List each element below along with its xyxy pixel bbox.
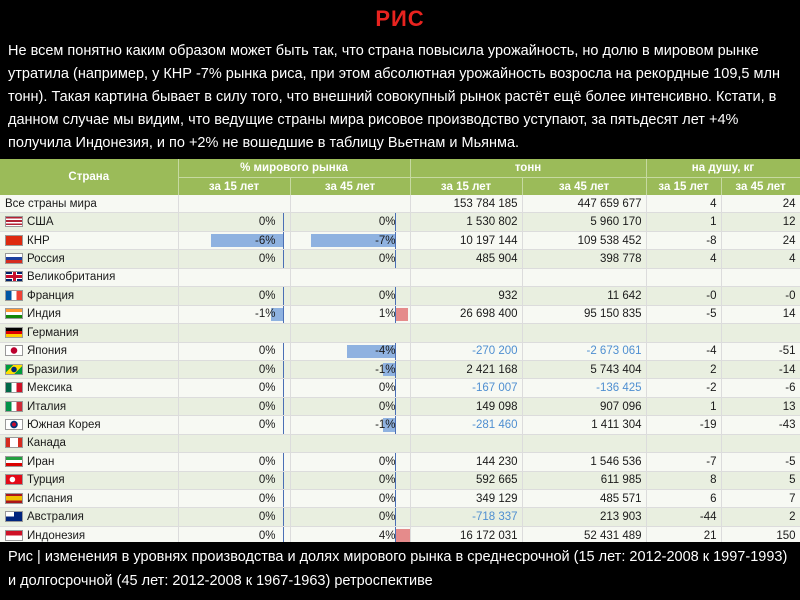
- country-cell: [0, 250, 178, 268]
- usa-flag-icon: [5, 216, 23, 227]
- share-value: 0%: [378, 492, 396, 505]
- percap-15-cell: 2: [646, 360, 721, 378]
- table-row: [0, 526, 800, 542]
- percap-45-cell: 24: [721, 195, 800, 213]
- japan-flag-icon: [5, 345, 23, 356]
- percap-15-cell: [646, 324, 721, 342]
- tons-45-cell: 52 431 489: [522, 526, 646, 542]
- percap-15-cell: [646, 268, 721, 286]
- percap-15-cell: [646, 434, 721, 452]
- share-axis: [283, 472, 284, 489]
- share-45-cell: [290, 379, 410, 397]
- germany-flag-icon: [5, 327, 23, 338]
- country-name: Иран: [27, 455, 55, 468]
- share-value: 0%: [378, 289, 396, 302]
- share-15-cell: [178, 397, 290, 415]
- percap-45-cell: 150: [721, 526, 800, 542]
- header-percap-group: на душу, кг: [646, 159, 800, 178]
- caption-text: Рис | изменения в уровнях производства и долях мирового рынка в среднесрочной (15 лет: 2012-2008 к 1997-1993) и долгосрочной (45 лет: 2012-2008 к 1967-1963) ретроспективе: [8, 549, 788, 589]
- table-row: [0, 342, 800, 360]
- table-row: [0, 416, 800, 434]
- share-value: 0%: [378, 511, 396, 524]
- tons-45-cell: 398 778: [522, 250, 646, 268]
- country-cell: [0, 268, 178, 286]
- percap-15-cell: -44: [646, 508, 721, 526]
- tons-15-cell: [410, 324, 522, 342]
- percap-45-cell: 4: [721, 250, 800, 268]
- spain-flag-icon: [5, 493, 23, 504]
- header-country: Страна: [0, 159, 178, 195]
- share-45-cell: [290, 324, 410, 342]
- indonesia-flag-icon: [5, 530, 23, 541]
- percap-15-cell: 21: [646, 526, 721, 542]
- country-cell: [0, 231, 178, 249]
- tons-45-cell: 11 642: [522, 287, 646, 305]
- table-row: [0, 305, 800, 323]
- percap-15-cell: 4: [646, 250, 721, 268]
- share-45-cell: [290, 490, 410, 508]
- header-share-group: % мирового рынка: [178, 159, 410, 178]
- table-row: [0, 195, 800, 213]
- table-row: [0, 231, 800, 249]
- tons-45-cell: 485 571: [522, 490, 646, 508]
- share-45-cell: [290, 250, 410, 268]
- share-value: 0%: [258, 382, 276, 395]
- percap-15-cell: -19: [646, 416, 721, 434]
- percap-45-cell: -6: [721, 379, 800, 397]
- share-15-cell: [178, 526, 290, 542]
- share-value: -1%: [375, 418, 396, 431]
- share-value: 0%: [258, 253, 276, 266]
- share-value: -4%: [375, 345, 396, 358]
- tons-45-cell: 611 985: [522, 471, 646, 489]
- header-share-45: за 45 лет: [290, 178, 410, 196]
- share-bar: [396, 529, 411, 542]
- share-value: 0%: [258, 363, 276, 376]
- share-45-cell: [290, 342, 410, 360]
- country-cell: [0, 416, 178, 434]
- share-15-cell: [178, 379, 290, 397]
- share-value: 0%: [378, 400, 396, 413]
- tons-45-cell: 1 546 536: [522, 453, 646, 471]
- share-15-cell: [178, 471, 290, 489]
- tons-15-cell: 10 197 144: [410, 231, 522, 249]
- header-share-15: за 15 лет: [178, 178, 290, 196]
- tons-45-cell: -136 425: [522, 379, 646, 397]
- share-axis: [283, 287, 284, 304]
- share-axis: [283, 306, 284, 323]
- country-name: Индонезия: [27, 529, 86, 542]
- country-name: Австралия: [27, 511, 84, 524]
- country-name: Италия: [27, 400, 67, 413]
- share-axis: [283, 213, 284, 230]
- percap-15-cell: 8: [646, 471, 721, 489]
- share-axis: [283, 343, 284, 360]
- share-45-cell: [290, 268, 410, 286]
- tons-45-cell: 109 538 452: [522, 231, 646, 249]
- share-value: 0%: [258, 289, 276, 302]
- share-15-cell: [178, 231, 290, 249]
- table-row: [0, 453, 800, 471]
- tons-15-cell: -281 460: [410, 416, 522, 434]
- percap-45-cell: [721, 268, 800, 286]
- header-tons-group: тонн: [410, 159, 646, 178]
- tons-15-cell: 153 784 185: [410, 195, 522, 213]
- share-value: 0%: [258, 529, 276, 542]
- share-45-cell: [290, 471, 410, 489]
- country-cell: [0, 213, 178, 231]
- table-row: [0, 397, 800, 415]
- tons-45-cell: -2 673 061: [522, 342, 646, 360]
- share-45-cell: [290, 287, 410, 305]
- header-percap-15: за 15 лет: [646, 178, 721, 196]
- country-name: Германия: [27, 326, 79, 339]
- tons-15-cell: 2 421 168: [410, 360, 522, 378]
- share-15-cell: [178, 342, 290, 360]
- share-15-cell: [178, 305, 290, 323]
- country-cell: [0, 526, 178, 542]
- percap-15-cell: 4: [646, 195, 721, 213]
- table-row: [0, 213, 800, 231]
- tons-15-cell: 16 172 031: [410, 526, 522, 542]
- tons-45-cell: 447 659 677: [522, 195, 646, 213]
- share-value: 0%: [258, 492, 276, 505]
- share-axis: [283, 527, 284, 542]
- country-name: Великобритания: [27, 271, 116, 284]
- share-value: -7%: [375, 234, 396, 247]
- intro-text: Не всем понятно каким образом может быть так, что страна повысила урожайность, но долю в мировом рынке утратила (например, у КНР -7% рынка риса, при этом абсолютная урожайность возросла на рекордные 109,5 млн тонн). Такая картина бывает в силу того, что внешний совокупный рынок растёт ещё более интенсивно. Кстати, в данном случае мы видим, что ведущие страны мира рисовое производство уступают, за пятьдесят лет +4% получила Индонезия, и по +2% не вошедшие в таблицу Вьетнам и Мьянма.: [8, 43, 780, 151]
- share-axis: [283, 490, 284, 507]
- country-cell: [0, 305, 178, 323]
- share-axis: [283, 453, 284, 470]
- share-bar: [396, 308, 408, 321]
- tons-15-cell: -270 200: [410, 342, 522, 360]
- tons-15-cell: [410, 268, 522, 286]
- uk-flag-icon: [5, 271, 23, 282]
- country-name: Франция: [27, 289, 75, 302]
- share-45-cell: [290, 360, 410, 378]
- country-name: Турция: [27, 474, 65, 487]
- country-cell: [0, 324, 178, 342]
- share-value: 0%: [378, 455, 396, 468]
- china-flag-icon: [5, 235, 23, 246]
- percap-45-cell: 24: [721, 231, 800, 249]
- table-row: [0, 379, 800, 397]
- share-15-cell: [178, 213, 290, 231]
- percap-45-cell: -5: [721, 453, 800, 471]
- share-45-cell: [290, 416, 410, 434]
- share-45-cell: [290, 231, 410, 249]
- country-name: Индия: [27, 308, 61, 321]
- share-45-cell: [290, 213, 410, 231]
- tons-45-cell: 5 960 170: [522, 213, 646, 231]
- iran-flag-icon: [5, 456, 23, 467]
- share-15-cell: [178, 508, 290, 526]
- tons-15-cell: 144 230: [410, 453, 522, 471]
- table-row: [0, 508, 800, 526]
- table-row: [0, 360, 800, 378]
- share-value: -1%: [255, 308, 276, 321]
- share-45-cell: [290, 526, 410, 542]
- country-name: КНР: [27, 234, 50, 247]
- share-15-cell: [178, 250, 290, 268]
- share-value: 4%: [378, 529, 396, 542]
- mexico-flag-icon: [5, 382, 23, 393]
- tons-15-cell: 485 904: [410, 250, 522, 268]
- share-axis: [283, 361, 284, 378]
- share-value: 1%: [378, 308, 396, 321]
- tons-15-cell: 349 129: [410, 490, 522, 508]
- share-45-cell: [290, 453, 410, 471]
- percap-45-cell: -0: [721, 287, 800, 305]
- tons-15-cell: [410, 434, 522, 452]
- percap-15-cell: -7: [646, 453, 721, 471]
- share-15-cell: [178, 434, 290, 452]
- country-name: Россия: [27, 253, 65, 266]
- italy-flag-icon: [5, 401, 23, 412]
- share-15-cell: [178, 268, 290, 286]
- share-axis: [283, 398, 284, 415]
- percap-45-cell: -14: [721, 360, 800, 378]
- percap-15-cell: 1: [646, 397, 721, 415]
- rice-data-table: [0, 159, 800, 542]
- share-15-cell: [178, 453, 290, 471]
- country-name: Канада: [27, 437, 66, 450]
- header-tons-45: за 45 лет: [522, 178, 646, 196]
- australia-flag-icon: [5, 511, 23, 522]
- brazil-flag-icon: [5, 364, 23, 375]
- header-tons-15: за 15 лет: [410, 178, 522, 196]
- share-axis: [283, 416, 284, 433]
- slide-title: РИС: [375, 6, 425, 31]
- tons-15-cell: 592 665: [410, 471, 522, 489]
- percap-45-cell: [721, 324, 800, 342]
- share-value: 0%: [258, 400, 276, 413]
- tons-15-cell: -718 337: [410, 508, 522, 526]
- tons-45-cell: 95 150 835: [522, 305, 646, 323]
- percap-15-cell: 6: [646, 490, 721, 508]
- table-row: [0, 471, 800, 489]
- france-flag-icon: [5, 290, 23, 301]
- country-name: Испания: [27, 492, 73, 505]
- table-row: [0, 268, 800, 286]
- share-15-cell: [178, 287, 290, 305]
- share-axis: [283, 508, 284, 525]
- percap-15-cell: -2: [646, 379, 721, 397]
- korea-flag-icon: [5, 419, 23, 430]
- table-body: [0, 195, 800, 542]
- country-cell: [0, 397, 178, 415]
- country-cell: [0, 342, 178, 360]
- tons-15-cell: 149 098: [410, 397, 522, 415]
- table-row: [0, 490, 800, 508]
- share-value: 0%: [378, 474, 396, 487]
- country-cell: [0, 508, 178, 526]
- percap-15-cell: -4: [646, 342, 721, 360]
- tons-45-cell: [522, 434, 646, 452]
- share-15-cell: [178, 416, 290, 434]
- table-row: [0, 287, 800, 305]
- share-value: 0%: [258, 345, 276, 358]
- share-value: -1%: [375, 363, 396, 376]
- percap-45-cell: 5: [721, 471, 800, 489]
- country-name: Япония: [27, 345, 67, 358]
- share-value: 0%: [258, 511, 276, 524]
- percap-15-cell: 1: [646, 213, 721, 231]
- percap-45-cell: -51: [721, 342, 800, 360]
- header-percap-45: за 45 лет: [721, 178, 800, 196]
- country-cell: [0, 360, 178, 378]
- table-row: [0, 324, 800, 342]
- percap-45-cell: [721, 434, 800, 452]
- percap-15-cell: -0: [646, 287, 721, 305]
- percap-45-cell: 14: [721, 305, 800, 323]
- canada-flag-icon: [5, 437, 23, 448]
- share-axis: [283, 232, 284, 249]
- tons-15-cell: -167 007: [410, 379, 522, 397]
- percap-45-cell: -43: [721, 416, 800, 434]
- percap-45-cell: 12: [721, 213, 800, 231]
- share-value: 0%: [258, 455, 276, 468]
- tons-15-cell: 932: [410, 287, 522, 305]
- country-cell: [0, 471, 178, 489]
- tons-45-cell: 907 096: [522, 397, 646, 415]
- country-cell: [0, 195, 178, 213]
- share-15-cell: [178, 324, 290, 342]
- russia-flag-icon: [5, 253, 23, 264]
- share-value: 0%: [378, 216, 396, 229]
- percap-45-cell: 7: [721, 490, 800, 508]
- share-45-cell: [290, 397, 410, 415]
- country-cell: [0, 434, 178, 452]
- data-table-container: [0, 159, 800, 542]
- country-cell: [0, 287, 178, 305]
- share-value: 0%: [378, 382, 396, 395]
- country-cell: [0, 379, 178, 397]
- percap-45-cell: 13: [721, 397, 800, 415]
- country-name: Бразилия: [27, 363, 79, 376]
- share-value: 0%: [258, 474, 276, 487]
- share-45-cell: [290, 195, 410, 213]
- share-15-cell: [178, 360, 290, 378]
- share-value: 0%: [258, 418, 276, 431]
- turkey-flag-icon: [5, 474, 23, 485]
- india-flag-icon: [5, 308, 23, 319]
- tons-45-cell: 213 903: [522, 508, 646, 526]
- country-name: США: [27, 216, 54, 229]
- tons-45-cell: 1 411 304: [522, 416, 646, 434]
- tons-45-cell: 5 743 404: [522, 360, 646, 378]
- tons-15-cell: 1 530 802: [410, 213, 522, 231]
- table-row: [0, 250, 800, 268]
- country-cell: [0, 453, 178, 471]
- share-value: 0%: [258, 216, 276, 229]
- percap-15-cell: -5: [646, 305, 721, 323]
- country-name: Южная Корея: [27, 418, 101, 431]
- share-value: 0%: [378, 253, 396, 266]
- tons-15-cell: 26 698 400: [410, 305, 522, 323]
- share-15-cell: [178, 195, 290, 213]
- share-value: -6%: [255, 234, 276, 247]
- percap-45-cell: 2: [721, 508, 800, 526]
- tons-45-cell: [522, 268, 646, 286]
- share-45-cell: [290, 434, 410, 452]
- country-cell: [0, 490, 178, 508]
- percap-15-cell: -8: [646, 231, 721, 249]
- tons-45-cell: [522, 324, 646, 342]
- share-axis: [283, 250, 284, 267]
- share-45-cell: [290, 305, 410, 323]
- table-row: [0, 434, 800, 452]
- country-name: Все страны мира: [5, 197, 97, 210]
- share-axis: [283, 379, 284, 396]
- country-name: Мексика: [27, 382, 73, 395]
- share-15-cell: [178, 490, 290, 508]
- share-45-cell: [290, 508, 410, 526]
